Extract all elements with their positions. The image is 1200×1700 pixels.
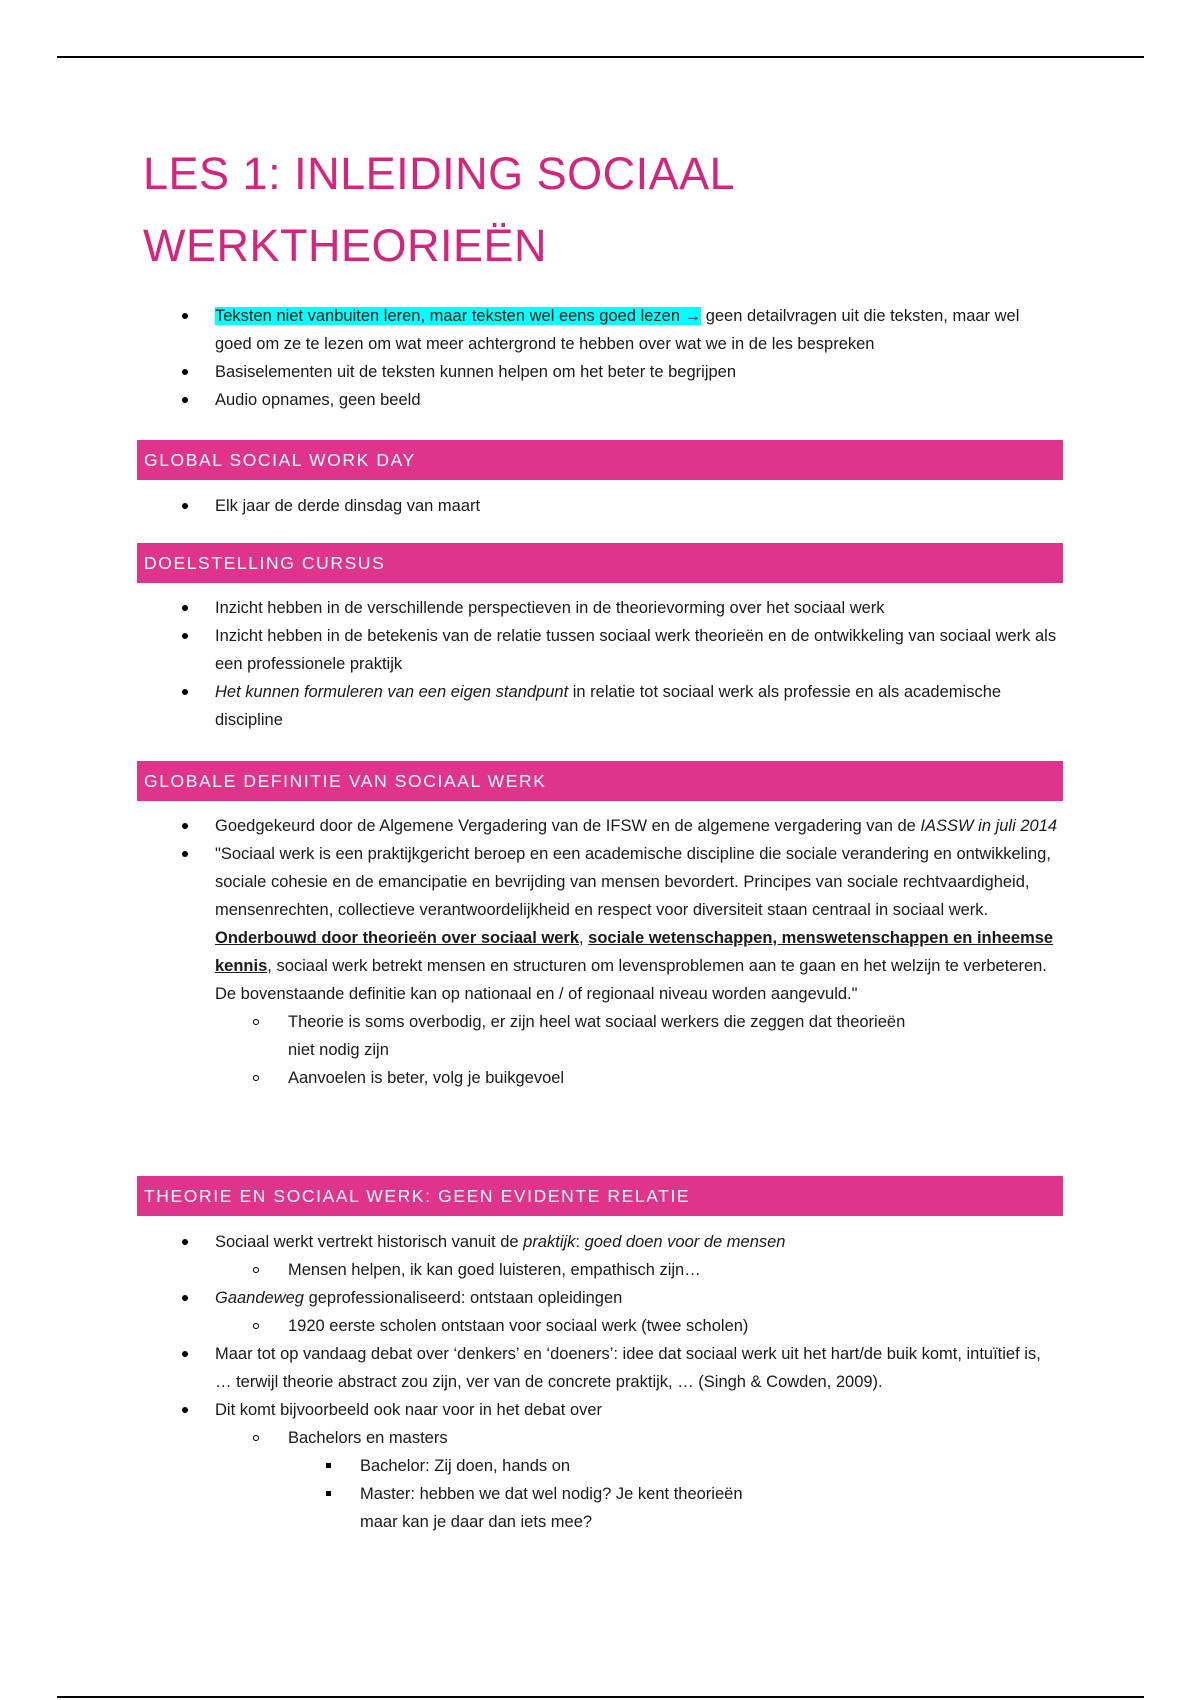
sub-list-item: Aanvoelen is beter, volg je buikgevoel xyxy=(0,1064,1060,1092)
intro-list-block xyxy=(0,302,1200,414)
page-title xyxy=(143,138,735,282)
sub-list-item: 1920 eerste scholen ontstaan voor sociaal werk (twee scholen) xyxy=(0,1312,1060,1340)
definitie-list xyxy=(0,812,1200,1092)
list-item-text: Sociaal werkt vertrekt historisch vanuit de xyxy=(215,1233,524,1251)
theorie-sublist xyxy=(215,1312,1060,1340)
theorie-list xyxy=(0,1228,1200,1536)
sub-list-item xyxy=(0,1424,1060,1536)
list-item: Elk jaar de derde dinsdag van maart xyxy=(0,492,1200,520)
list-item-italic: Het kunnen formuleren van een eigen standpunt xyxy=(215,683,569,701)
list-item xyxy=(0,812,1200,840)
list-item-text: : xyxy=(575,1233,585,1251)
list-item xyxy=(0,1396,1200,1536)
intro-list xyxy=(0,302,1200,414)
sub-list-item: Theorie is soms overbodig, er zijn heel wat sociaal werkers die zeggen dat theorieën niet nodig zijn xyxy=(0,1008,1060,1064)
list-item-text: Goedgekeurd door de Algemene Vergadering van de IFSW en de algemene vergadering van de xyxy=(215,817,921,835)
doelstelling-list-block xyxy=(0,594,1200,734)
highlighted-text: Teksten niet vanbuiten leren, maar teksten wel eens goed lezen → xyxy=(215,307,702,325)
list-item: Audio opnames, geen beeld xyxy=(0,386,1200,414)
quote-text: , sociaal werk betrekt mensen en structuren om levensproblemen aan te gaan en het welzijn te verbeteren. De bovenstaande definitie kan op nationaal en / of regionaal niveau worden aangevuld." xyxy=(215,957,1047,1003)
quote-comma: , xyxy=(579,929,589,947)
sub-list-item-text: Bachelors en masters xyxy=(288,1429,448,1447)
list-item xyxy=(0,1284,1200,1340)
list-item xyxy=(0,840,1200,1092)
theorie-subsublist xyxy=(288,1452,920,1536)
list-item-text: Dit komt bijvoorbeeld ook naar voor in het debat over xyxy=(215,1401,603,1419)
sub-sub-list-item: Bachelor: Zij doen, hands on xyxy=(0,1452,920,1480)
page-title-line-1: LES 1: INLEIDING SOCIAAL xyxy=(143,148,736,199)
definitie-list-block xyxy=(0,812,1200,1092)
underlined-bold-text: sociale wetenschappen, menswetenschappen en inheemse kennis xyxy=(215,929,1054,975)
definitie-sublist xyxy=(215,1008,1060,1092)
bottom-rule xyxy=(57,1696,1144,1698)
list-item: Inzicht hebben in de betekenis van de relatie tussen sociaal werk theorieën en de ontwikkeling van sociaal werk als een professionele praktijk xyxy=(0,622,1200,678)
list-item-italic: praktijk xyxy=(523,1233,576,1251)
section-heading-global-social-work-day: GLOBAL SOCIAL WORK DAY xyxy=(137,440,1063,480)
section-heading-theorie-en-sociaal-werk: THEORIE EN SOCIAAL WERK: GEEN EVIDENTE RELATIE xyxy=(137,1176,1063,1216)
page-title-line-2: WERKTHEORIEËN xyxy=(143,220,548,271)
list-item-text: in relatie tot sociaal werk als professie en als academische discipline xyxy=(215,683,1002,729)
list-item: Maar tot op vandaag debat over ‘denkers’ en ‘doeners’: idee dat sociaal werk uit het hart/de buik komt, intuïtief is, … terwijl theorie abstract zou zijn, ver van de concrete praktijk, … (Singh & Cowden, 2009). xyxy=(0,1340,1200,1396)
list-item-italic: Gaandeweg xyxy=(215,1289,304,1307)
global-day-list xyxy=(0,492,1200,520)
theorie-sublist xyxy=(215,1256,1060,1284)
list-item-italic: IASSW in juli 2014 xyxy=(920,817,1058,835)
theorie-list-block xyxy=(0,1228,1200,1536)
list-item-italic: goed doen voor de mensen xyxy=(584,1233,786,1251)
list-item: Inzicht hebben in de verschillende perspectieven in de theorievorming over het sociaal werk xyxy=(0,594,1200,622)
top-rule xyxy=(57,56,1144,58)
theorie-sublist xyxy=(215,1424,1060,1536)
list-item xyxy=(0,1228,1200,1284)
underlined-bold-text: Onderbouwd door theorieën over sociaal werk xyxy=(215,929,579,947)
global-day-list-block xyxy=(0,492,1200,520)
list-item xyxy=(0,678,1200,734)
sub-sub-list-item: Master: hebben we dat wel nodig? Je kent theorieën maar kan je daar dan iets mee? xyxy=(0,1480,920,1536)
list-item-text: geen detailvragen uit die teksten, maar wel goed om ze te lezen om wat meer achtergrond te hebben over wat we in de les bespreken xyxy=(215,307,1020,353)
list-item: Basiselementen uit de teksten kunnen helpen om het beter te begrijpen xyxy=(0,358,1200,386)
section-heading-doelstelling-cursus: DOELSTELLING CURSUS xyxy=(137,543,1063,583)
sub-list-item: Mensen helpen, ik kan goed luisteren, empathisch zijn… xyxy=(0,1256,1060,1284)
doelstelling-list xyxy=(0,594,1200,734)
section-heading-globale-definitie: GLOBALE DEFINITIE VAN SOCIAAL WERK xyxy=(137,761,1063,801)
list-item xyxy=(0,302,1200,358)
quote-text: "Sociaal werk is een praktijkgericht beroep en een academische discipline die sociale verandering en ontwikkeling, sociale cohesie en de emancipatie en bevrijding van mensen bevordert. Principes van sociale rechtvaardigheid, mensenrechten, collectieve verantwoordelijkheid en respect voor diversiteit staan centraal in sociaal werk. xyxy=(215,845,1051,919)
list-item-text: geprofessionaliseerd: ontstaan opleidingen xyxy=(304,1289,623,1307)
